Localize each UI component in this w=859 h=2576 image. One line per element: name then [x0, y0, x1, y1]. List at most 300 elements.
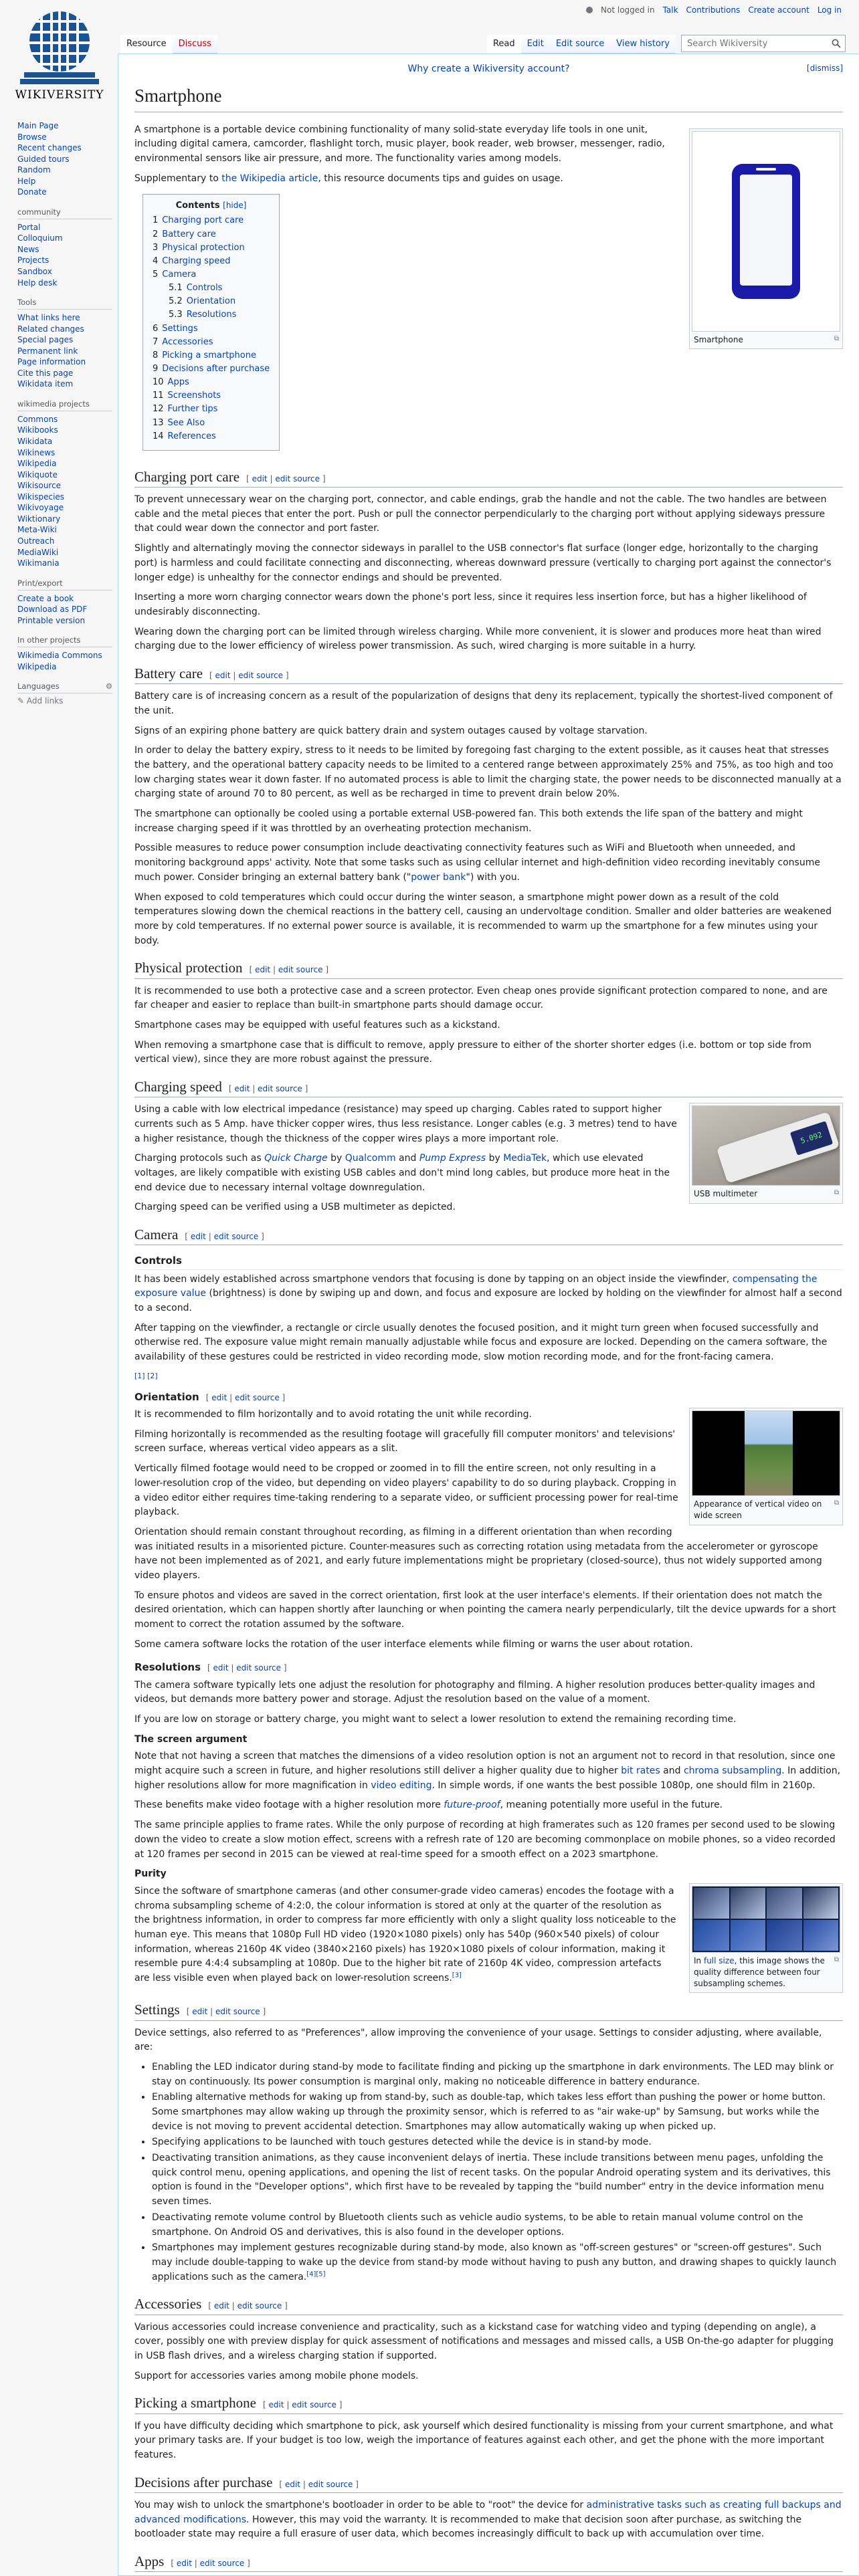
magnify-icon[interactable]: ⧉: [834, 1955, 839, 1963]
settings-list: [152, 2060, 843, 2284]
sidebar-link[interactable]: Wikimedia Commons: [17, 651, 102, 661]
bit-rates-link[interactable]: bit rates: [621, 1765, 660, 1777]
sidebar-link[interactable]: Commons: [17, 414, 58, 424]
add-links[interactable]: [17, 696, 112, 706]
sidebar-link[interactable]: Page information: [17, 357, 86, 367]
caption-text: In: [694, 1955, 704, 1965]
text: . In simple words, if one wants the best possible 1080p, one should film in 2160p.: [432, 1780, 816, 1791]
toc-num: 9: [153, 363, 159, 374]
toc-link[interactable]: Physical protection: [162, 242, 245, 253]
search-icon[interactable]: [832, 39, 841, 48]
toc-link[interactable]: Orientation: [186, 296, 236, 307]
sidebar-link[interactable]: Cite this page: [17, 368, 74, 378]
toc-item[interactable]: [153, 430, 270, 443]
paragraph: Using a cable with low electrical impedance (resistance) may speed up charging. Cables rated to support higher currents such as 5 Amp. have thicker copper wires, thus less resistance. Longer cables (e.g. 3 metres) tend to have a higher resistance, though the thickness of the copper wires plays a more important role.: [134, 1104, 677, 1144]
sidebar-link[interactable]: Wikibooks: [17, 425, 58, 435]
section-heading-apps: [134, 2553, 843, 2572]
full-size-link[interactable]: full size: [703, 1955, 735, 1965]
tab-resource-label[interactable]: Resource: [126, 39, 167, 49]
sidebar-link[interactable]: Help desk: [17, 278, 58, 288]
subsection-heading-resolutions: [134, 1660, 843, 1675]
sidebar-item[interactable]: [17, 233, 112, 244]
sidebar-link[interactable]: Wikivoyage: [17, 503, 64, 513]
edit-source-link[interactable]: edit source: [213, 1232, 259, 1242]
sidebar-item[interactable]: [17, 502, 112, 514]
sidebar-link[interactable]: Main Page: [17, 121, 59, 130]
toc-link[interactable]: Decisions after purchase: [162, 363, 270, 374]
video-frame: [745, 1411, 793, 1496]
section-edit-links: [229, 1084, 308, 1093]
paragraph: Smartphone cases may be equipped with useful features such as a kickstand.: [134, 1019, 500, 1031]
paragraph: Various accessories could increase convenience and practicality, such as a kickstand case for watching video and typing (depending on angle), a cover, possibly one with preview display for quick assessment of notifications and messages and missed calls, a USB On-the-go adapter for plugging in USB flash drives, and a wireless charging station if supported.: [134, 2321, 834, 2361]
toc-link[interactable]: See Also: [167, 417, 205, 428]
separator: |: [233, 670, 236, 680]
bracket: ]: [355, 2479, 359, 2489]
text: by: [486, 1153, 504, 1164]
toc-item[interactable]: [153, 362, 270, 376]
sidebar-heading: wikimedia projects: [17, 399, 112, 411]
sidebar-link[interactable]: Create a book: [17, 593, 74, 603]
section-edit-links: [187, 2007, 266, 2016]
toc-item[interactable]: [153, 376, 270, 389]
sidebar-item[interactable]: [17, 356, 112, 368]
tab-edit-source[interactable]: [550, 35, 610, 53]
tab-view-history-label[interactable]: View history: [616, 39, 670, 49]
sidebar-link[interactable]: Guided tours: [17, 154, 70, 164]
sidebar-item[interactable]: [17, 334, 112, 346]
sidebar-tools: [17, 298, 112, 390]
paragraph: Vertically filmed footage would need to be cropped or zoomed in to fill the entire screen, not only resulting in a lower-resolution crop of the video, but depending on video players' capability to do so during playback. Cropping in a video editor either requires time-taking rendering to a separate video, or sufficient processing power for real-time playback.: [134, 1463, 678, 1518]
toc-link[interactable]: Settings: [162, 323, 198, 334]
edit-source-link[interactable]: edit source: [275, 473, 320, 484]
site-notice: [134, 62, 843, 77]
sidebar-item[interactable]: [17, 379, 112, 390]
sidebar-languages: [17, 681, 112, 706]
edit-link[interactable]: edit: [268, 2400, 284, 2410]
root-tasks-link[interactable]: administrative tasks such as creating full backups and advanced modifications: [134, 2499, 842, 2525]
text: Charging protocols such as: [134, 1153, 265, 1164]
sidebar-item[interactable]: [17, 266, 112, 278]
edit-source-link[interactable]: edit source: [278, 965, 323, 975]
sidebar-link[interactable]: Wikidata: [17, 437, 53, 447]
namespace-tabs: [120, 35, 217, 53]
edit-source-link[interactable]: edit source: [308, 2479, 353, 2489]
caption-text: Appearance of vertical video on wide screen: [694, 1499, 822, 1520]
toc-num: 5: [153, 269, 159, 280]
toc-num: 10: [153, 377, 164, 388]
sample-tile: [767, 1920, 802, 1951]
toc-list: [153, 214, 270, 443]
video-editing-link[interactable]: video editing: [371, 1780, 432, 1791]
sidebar-link[interactable]: Wikiquote: [17, 469, 58, 479]
edit-source-link[interactable]: edit source: [236, 1663, 281, 1673]
citation-link[interactable]: [4][5]: [306, 2270, 326, 2278]
text: (brightness) is done by swiping up and down, and focus and exposure are locked by holding on the viewfinder for almost half a second to a second.: [134, 1288, 842, 1314]
toc-item[interactable]: [153, 308, 270, 322]
toc-item[interactable]: [153, 389, 270, 403]
toc-link[interactable]: Picking a smartphone: [162, 350, 256, 360]
sidebar-item[interactable]: [17, 604, 112, 615]
sidebar-link[interactable]: Wikidata item: [17, 379, 74, 389]
tab-resource[interactable]: [120, 35, 173, 53]
tab-view-history[interactable]: [610, 35, 676, 53]
bracket: [: [246, 473, 250, 484]
mediatek-link[interactable]: MediaTek: [503, 1153, 547, 1164]
text: Possible measures to reduce power consumption include deactivating connectivity features such as WiFi and Bluetooth when unneeded, and monitoring background apps' activity. Note that some tasks such as using cellular internet and high-definition video recording inevitably consume much power. Consider bringing an external battery bank (": [134, 843, 820, 883]
sidebar-item[interactable]: [17, 278, 112, 289]
toc-item[interactable]: [153, 417, 270, 430]
gear-icon[interactable]: ⚙: [105, 681, 112, 691]
languages-heading: Languages: [17, 681, 60, 691]
magnify-icon[interactable]: ⧉: [834, 1499, 839, 1507]
sidebar-item[interactable]: [17, 414, 112, 425]
usb-multimeter-image[interactable]: [692, 1105, 840, 1186]
vertical-video-figure: [689, 1408, 843, 1525]
smartphone-image[interactable]: [692, 131, 840, 332]
dismiss-link[interactable]: [dismiss]: [806, 64, 843, 73]
section-heading-physical: [134, 959, 843, 978]
sidebar-item[interactable]: [17, 492, 112, 503]
sidebar-link[interactable]: Random: [17, 165, 51, 175]
toc-item[interactable]: [153, 228, 270, 241]
sidebar-link[interactable]: Wikipedia: [17, 459, 57, 469]
paragraph: The smartphone can optionally be cooled using a portable external USB-powered fan. This both extends the life span of the battery and might increase charging speed if it was throttled by an overheating protection mechanism.: [134, 809, 803, 834]
magnify-icon[interactable]: ⧉: [834, 334, 839, 342]
separator: |: [272, 965, 276, 975]
sidebar-item[interactable]: [17, 222, 112, 233]
view-tabs: [487, 35, 846, 53]
list-item: [152, 2241, 843, 2284]
subsection-title: Resolutions: [134, 1661, 201, 1674]
toc-link[interactable]: Further tips: [167, 404, 218, 415]
tab-read-label[interactable]: Read: [492, 39, 515, 49]
section-heading-charging-speed: [134, 1078, 843, 1097]
toc-link[interactable]: Battery care: [162, 229, 216, 239]
sidebar-item[interactable]: [17, 524, 112, 536]
subsampling-image[interactable]: [692, 1886, 840, 1953]
table-of-contents: [142, 194, 280, 451]
paragraph: Device settings, also referred to as "Preferences", allow improving the convenience of your usage. Settings to consider adjusting, where available, are:: [134, 2027, 822, 2053]
bracket: [: [185, 1232, 188, 1242]
sidebar-item[interactable]: [17, 536, 112, 547]
text: and: [660, 1765, 684, 1777]
create-account-link[interactable]: Create account: [748, 5, 809, 15]
toc-num: 5.2: [169, 296, 183, 307]
infobox-caption-text: Smartphone: [694, 334, 743, 344]
separator: |: [252, 1084, 256, 1094]
sidebar-item[interactable]: [17, 154, 112, 165]
toc-item[interactable]: [153, 349, 270, 362]
sidebar-link[interactable]: Wikispecies: [17, 492, 65, 502]
sidebar-item[interactable]: [17, 142, 112, 154]
separator: |: [208, 1232, 211, 1242]
bracket: [: [208, 2301, 211, 2311]
toc-link[interactable]: Charging speed: [162, 255, 231, 266]
bracket: ]: [283, 1663, 287, 1673]
pump-express-link[interactable]: Pump Express: [419, 1153, 486, 1164]
section-edit-links: [250, 965, 328, 974]
citation-link[interactable]: [1] [2]: [134, 1371, 158, 1380]
text: Since the software of smartphone cameras (and other consumer-grade video cameras) encodes the footage with a chroma subsampling scheme of 4:2:0, the colour information is stored at only at the quarter of the resolution as the brightness information, in order to compress far more efficiently with only a slight quality loss noticeable to the human eye. This means that 1080p Full HD video (1920×1080 pixels) only has 540p (960×540 pixels) of colour information, whereas 2160p 4K video (3840×2160 pixels) has 1920×1080 pixels of colour information, making it resemble pure 4:4:4 subsampling at 1080p. Due to the higher bit rate of 2160p 4K video, compression artefacts are less visible even when played back on lower-resolution screens.: [134, 1885, 676, 1984]
edit-link[interactable]: edit: [190, 1232, 206, 1242]
toc-link[interactable]: Accessories: [162, 336, 213, 347]
sidebar-item[interactable]: [17, 558, 112, 569]
citation-link[interactable]: [3]: [452, 1971, 462, 1979]
edit-link[interactable]: edit: [255, 965, 271, 975]
toc-num: 12: [153, 404, 164, 415]
text: You may wish to unlock the smartphone's bootloader in order to be able to "root" the device for: [134, 2499, 587, 2510]
sidebar-item[interactable]: [17, 346, 112, 357]
edit-source-link[interactable]: edit source: [238, 670, 283, 680]
search-input[interactable]: [686, 38, 820, 49]
subsection-title: Controls: [134, 1255, 182, 1267]
section-edit-links: [185, 1232, 264, 1241]
tab-edit-source-label[interactable]: Edit source: [555, 39, 605, 49]
section-edit-links: [246, 474, 325, 484]
toc-hide-link[interactable]: [hide]: [223, 201, 247, 211]
power-bank-link[interactable]: power bank: [411, 871, 466, 883]
sidebar-link[interactable]: Browse: [17, 132, 47, 142]
sidebar-link[interactable]: Permanent link: [17, 346, 78, 356]
edit-link[interactable]: edit: [176, 2559, 192, 2569]
sidebar-item[interactable]: [17, 244, 112, 255]
sidebar-link[interactable]: Outreach: [17, 536, 55, 546]
toc-item[interactable]: [153, 282, 270, 295]
edit-source-link[interactable]: edit source: [215, 2007, 260, 2017]
paragraph: [134, 1273, 843, 1316]
tab-discuss-label[interactable]: Discuss: [178, 39, 211, 49]
bracket: [: [209, 670, 213, 680]
toc-item[interactable]: [153, 268, 270, 282]
sidebar-link[interactable]: Printable version: [17, 615, 86, 625]
paragraph: Some camera software locks the rotation of the user interface elements while filming or warns the user about rotation.: [134, 1638, 693, 1650]
sidebar-item[interactable]: [17, 650, 112, 661]
sidebar-link[interactable]: Related changes: [17, 324, 84, 334]
sidebar-item[interactable]: [17, 593, 112, 605]
future-proof-link[interactable]: future-proof: [444, 1800, 500, 1811]
toc-num: 11: [153, 391, 164, 401]
edit-source-link[interactable]: edit source: [292, 2400, 337, 2410]
bracket: [: [262, 2400, 266, 2410]
sidebar-item[interactable]: [17, 447, 112, 459]
bracket: ]: [322, 473, 326, 484]
sidebar-link[interactable]: Meta-Wiki: [17, 525, 57, 535]
edit-link[interactable]: edit: [234, 1084, 250, 1094]
sidebar-item[interactable]: [17, 436, 112, 447]
subsubsection-heading-purity: Purity: [134, 1868, 167, 1880]
toc-link[interactable]: References: [167, 431, 216, 441]
edit-source-link[interactable]: edit source: [199, 2559, 245, 2569]
toc-item[interactable]: [153, 336, 270, 349]
sidebar-item[interactable]: [17, 312, 112, 324]
subsubsection-heading-screen: The screen argument: [134, 1733, 248, 1745]
separator: |: [194, 2559, 197, 2569]
sidebar-item[interactable]: [17, 425, 112, 436]
sidebar-navigation: [17, 120, 112, 198]
subsection-heading-controls: [134, 1253, 843, 1269]
page-header: [0, 0, 859, 53]
section-heading-accessories: [134, 2295, 843, 2315]
edit-link[interactable]: edit: [211, 1392, 227, 1402]
toc-link[interactable]: Screenshots: [167, 391, 221, 401]
tab-discuss[interactable]: [173, 35, 217, 53]
magnify-icon[interactable]: ⧉: [834, 1189, 839, 1197]
add-links-link[interactable]: Add links: [26, 696, 64, 706]
sidebar: [0, 120, 118, 715]
toc-num: 1: [153, 215, 159, 226]
main-content: [118, 53, 859, 2576]
sidebar-item[interactable]: [17, 458, 112, 469]
wikiversity-logo-icon: [20, 9, 99, 84]
sidebar-item[interactable]: [17, 324, 112, 335]
sidebar-heading: Print/export: [17, 578, 112, 591]
contributions-link[interactable]: Contributions: [686, 5, 741, 15]
sidebar-link[interactable]: Sandbox: [17, 267, 52, 277]
sidebar-link[interactable]: Wikisource: [17, 481, 62, 491]
sidebar-item[interactable]: [17, 480, 112, 492]
toc-link[interactable]: Camera: [162, 269, 197, 280]
edit-source-link[interactable]: edit source: [237, 2301, 282, 2311]
edit-link[interactable]: edit: [215, 670, 231, 680]
paragraph: [134, 841, 843, 885]
sidebar-link[interactable]: Wikinews: [17, 447, 56, 457]
search-box[interactable]: [681, 35, 846, 52]
section-heading-camera: [134, 1226, 843, 1245]
section-edit-links: [208, 2301, 287, 2311]
toc-link[interactable]: Controls: [186, 283, 223, 294]
bracket: ]: [339, 2400, 343, 2410]
paragraph: Charging speed can be verified using a USB multimeter as depicted.: [134, 1202, 456, 1213]
sidebar-link[interactable]: Portal: [17, 222, 41, 232]
bracket: ]: [284, 2301, 288, 2311]
chroma-subsampling-link[interactable]: chroma subsampling: [683, 1765, 782, 1777]
usb-multimeter-figure: [689, 1103, 843, 1204]
sidebar-item[interactable]: [17, 176, 112, 187]
sidebar-link[interactable]: Special pages: [17, 335, 74, 345]
sample-tile: [694, 1888, 729, 1919]
wordmark: WIKIVERSITY: [15, 88, 104, 102]
supp-pre: Supplementary to: [134, 173, 222, 184]
page-title: Smartphone: [134, 82, 843, 112]
sidebar-link[interactable]: Projects: [17, 255, 50, 265]
exposure-link[interactable]: compensating the exposure value: [134, 1273, 818, 1299]
sidebar-heading: Tools: [17, 298, 112, 310]
sidebar-item[interactable]: [17, 547, 112, 558]
sidebar-link[interactable]: Donate: [17, 187, 47, 197]
supp-post: , this resource documents tips and guides on usage.: [318, 173, 563, 184]
sidebar-link[interactable]: Wikipedia: [17, 661, 57, 671]
section-heading-decisions: [134, 2474, 843, 2493]
list-item: • Deactivating transition animations, as they cause inconvenient delays of inertia. These include transitions between menu pages, unfolding the quick control menu, opening applications, and opening the list of recent tasks. On the popular Android operating system and its derivatives, this option is found in the "Developer options", which first have to be revealed by tapping the "build number" entry in the device information menu seven times.: [152, 2151, 843, 2210]
sidebar-item[interactable]: [17, 514, 112, 525]
paragraph: When removing a smartphone case that is difficult to remove, apply pressure to either of the shorter shorter edges (i.e. bottom or top side from vertical view), since they are more robust against the pressure.: [134, 1039, 812, 1065]
list-item: • Enabling alternative methods for waking up from stand-by, such as double-tap, which takes less effort than pushing the power or home button. Some smartphones may allow waking up through the proximity sensor, which is referred to as "air wake-up" by Samsung, but works while the device is not moving to prevent accidental detection. Smartphones may allow automatically waking up when picked up.: [152, 2090, 843, 2134]
site-logo[interactable]: [9, 9, 110, 110]
section-edit-links: [207, 1663, 286, 1673]
bracket: [: [205, 1392, 209, 1402]
toc-item[interactable]: [153, 255, 270, 268]
sidebar-link[interactable]: News: [17, 244, 39, 254]
vertical-video-image[interactable]: [692, 1410, 840, 1496]
tab-read[interactable]: [487, 35, 521, 53]
wikipedia-article-link[interactable]: the Wikipedia article: [221, 173, 318, 184]
section-title: Physical protection: [134, 960, 243, 976]
separator: |: [286, 2400, 290, 2410]
sidebar-item[interactable]: [17, 661, 112, 673]
sidebar-link[interactable]: Wiktionary: [17, 514, 61, 524]
sidebar-link[interactable]: Colloquium: [17, 233, 63, 243]
smartphone-icon: [729, 161, 803, 302]
sidebar-link[interactable]: MediaWiki: [17, 547, 59, 557]
sidebar-link[interactable]: What links here: [17, 313, 80, 323]
list-item: • Deactivating remote volume control by Bluetooth clients such as vehicle audio systems, to be able to retain manual volume control on the smartphone. On Android OS and derivatives, this is also found in the developer options.: [152, 2211, 843, 2240]
section-edit-links: [206, 1393, 285, 1402]
sidebar-item[interactable]: [17, 615, 112, 627]
paragraph: When exposed to cold temperatures which could occur during the winter season, a smartphone might power down as a result of the cold temperatures slowing down the chemical reactions in the battery cell, causing an undervoltage condition. Smaller and older batteries are weakened more by cold temperatures. If no external power source is available, it is recommended to warm up the smartphone for a few minutes using your body.: [134, 891, 832, 946]
sidebar-item[interactable]: [17, 187, 112, 198]
toc-item[interactable]: [153, 241, 270, 255]
toc-num: 5.1: [169, 283, 183, 294]
paragraph: Wearing down the charging port can be limited through wireless charging. While more convenient, it is slower and produces more heat than wired charging due to the lower efficiency of wireless power transmission. As such, wired charging is more suitable in a hurry.: [134, 626, 822, 652]
sidebar-item[interactable]: [17, 165, 112, 176]
sidebar-item[interactable]: [17, 120, 112, 132]
tab-edit-label[interactable]: Edit: [527, 39, 544, 49]
section-title: Camera: [134, 1226, 179, 1243]
edit-link[interactable]: edit: [284, 2479, 300, 2489]
list-item: • Enabling the LED indicator during stand-by mode to facilitate finding and picking up the smartphone in dark environments. The LED may blink or stay on continuously. Its power consumption is marginal only, making no noticeable difference in battery endurance.: [152, 2060, 843, 2089]
sidebar-heading: [17, 681, 112, 693]
site-notice-link[interactable]: Why create a Wikiversity account?: [407, 64, 570, 74]
sidebar-item[interactable]: [17, 368, 112, 379]
text: . However, this may void the warranty. It is recommended to make that decision soon after purchase, as switching the bootloader state may require a full erasure of user data, which becomes increasingly difficult to back up with accumulation over time.: [134, 2514, 802, 2540]
edit-link[interactable]: edit: [192, 2007, 208, 2017]
sidebar-link[interactable]: Download as PDF: [17, 605, 88, 615]
sample-tile: [767, 1888, 802, 1919]
sidebar-link[interactable]: Wikimania: [17, 558, 60, 568]
toc-link[interactable]: Resolutions: [186, 310, 237, 320]
personal-tools: [586, 5, 842, 15]
quick-charge-link[interactable]: Quick Charge: [264, 1153, 328, 1164]
toc-item[interactable]: [153, 295, 270, 308]
intro-paragraph: A smartphone is a portable device combining functionality of many solid-state everyday life tools in one unit, including digital camera, camcorder, flashlight torch, music player, book reader, web browser, messenger, radio, environmental sensors like air pressure, and more. The functionality varies among models.: [134, 124, 665, 164]
sidebar-item[interactable]: [17, 469, 112, 481]
text: Note that not having a screen that matches the dimensions of a video resolution option is not an argument not to record in that resolution, since one might acquire such a screen in future, and higher resolutions still deliver a higher quality due to higher: [134, 1751, 836, 1777]
qualcomm-link[interactable]: Qualcomm: [345, 1153, 396, 1164]
edit-source-link[interactable]: edit source: [258, 1084, 302, 1094]
toc-link[interactable]: Apps: [167, 377, 189, 388]
edit-link[interactable]: edit: [213, 1663, 229, 1673]
tab-edit[interactable]: [521, 35, 550, 53]
sidebar-item[interactable]: [17, 132, 112, 143]
sidebar-link[interactable]: Help: [17, 176, 36, 186]
subsection-title: Orientation: [134, 1390, 199, 1403]
paragraph: [134, 2498, 843, 2542]
toc-link[interactable]: Charging port care: [162, 215, 244, 226]
section-title: Apps: [134, 2553, 165, 2570]
toc-item[interactable]: [153, 403, 270, 416]
log-in-link[interactable]: Log in: [817, 5, 842, 15]
edit-link[interactable]: edit: [213, 2301, 229, 2311]
edit-source-link[interactable]: edit source: [235, 1392, 280, 1402]
edit-link[interactable]: edit: [252, 473, 268, 484]
toc-item[interactable]: [153, 322, 270, 336]
toc-num: 2: [153, 229, 159, 239]
paragraph: Battery care is of increasing concern as a result of the popularization of designs that deny its replacement, typically the shortest-lived component of the unit.: [134, 691, 833, 716]
toc-item[interactable]: [153, 214, 270, 227]
sidebar-link[interactable]: Recent changes: [17, 143, 82, 153]
sidebar-item[interactable]: [17, 255, 112, 266]
talk-link[interactable]: Talk: [662, 5, 678, 15]
